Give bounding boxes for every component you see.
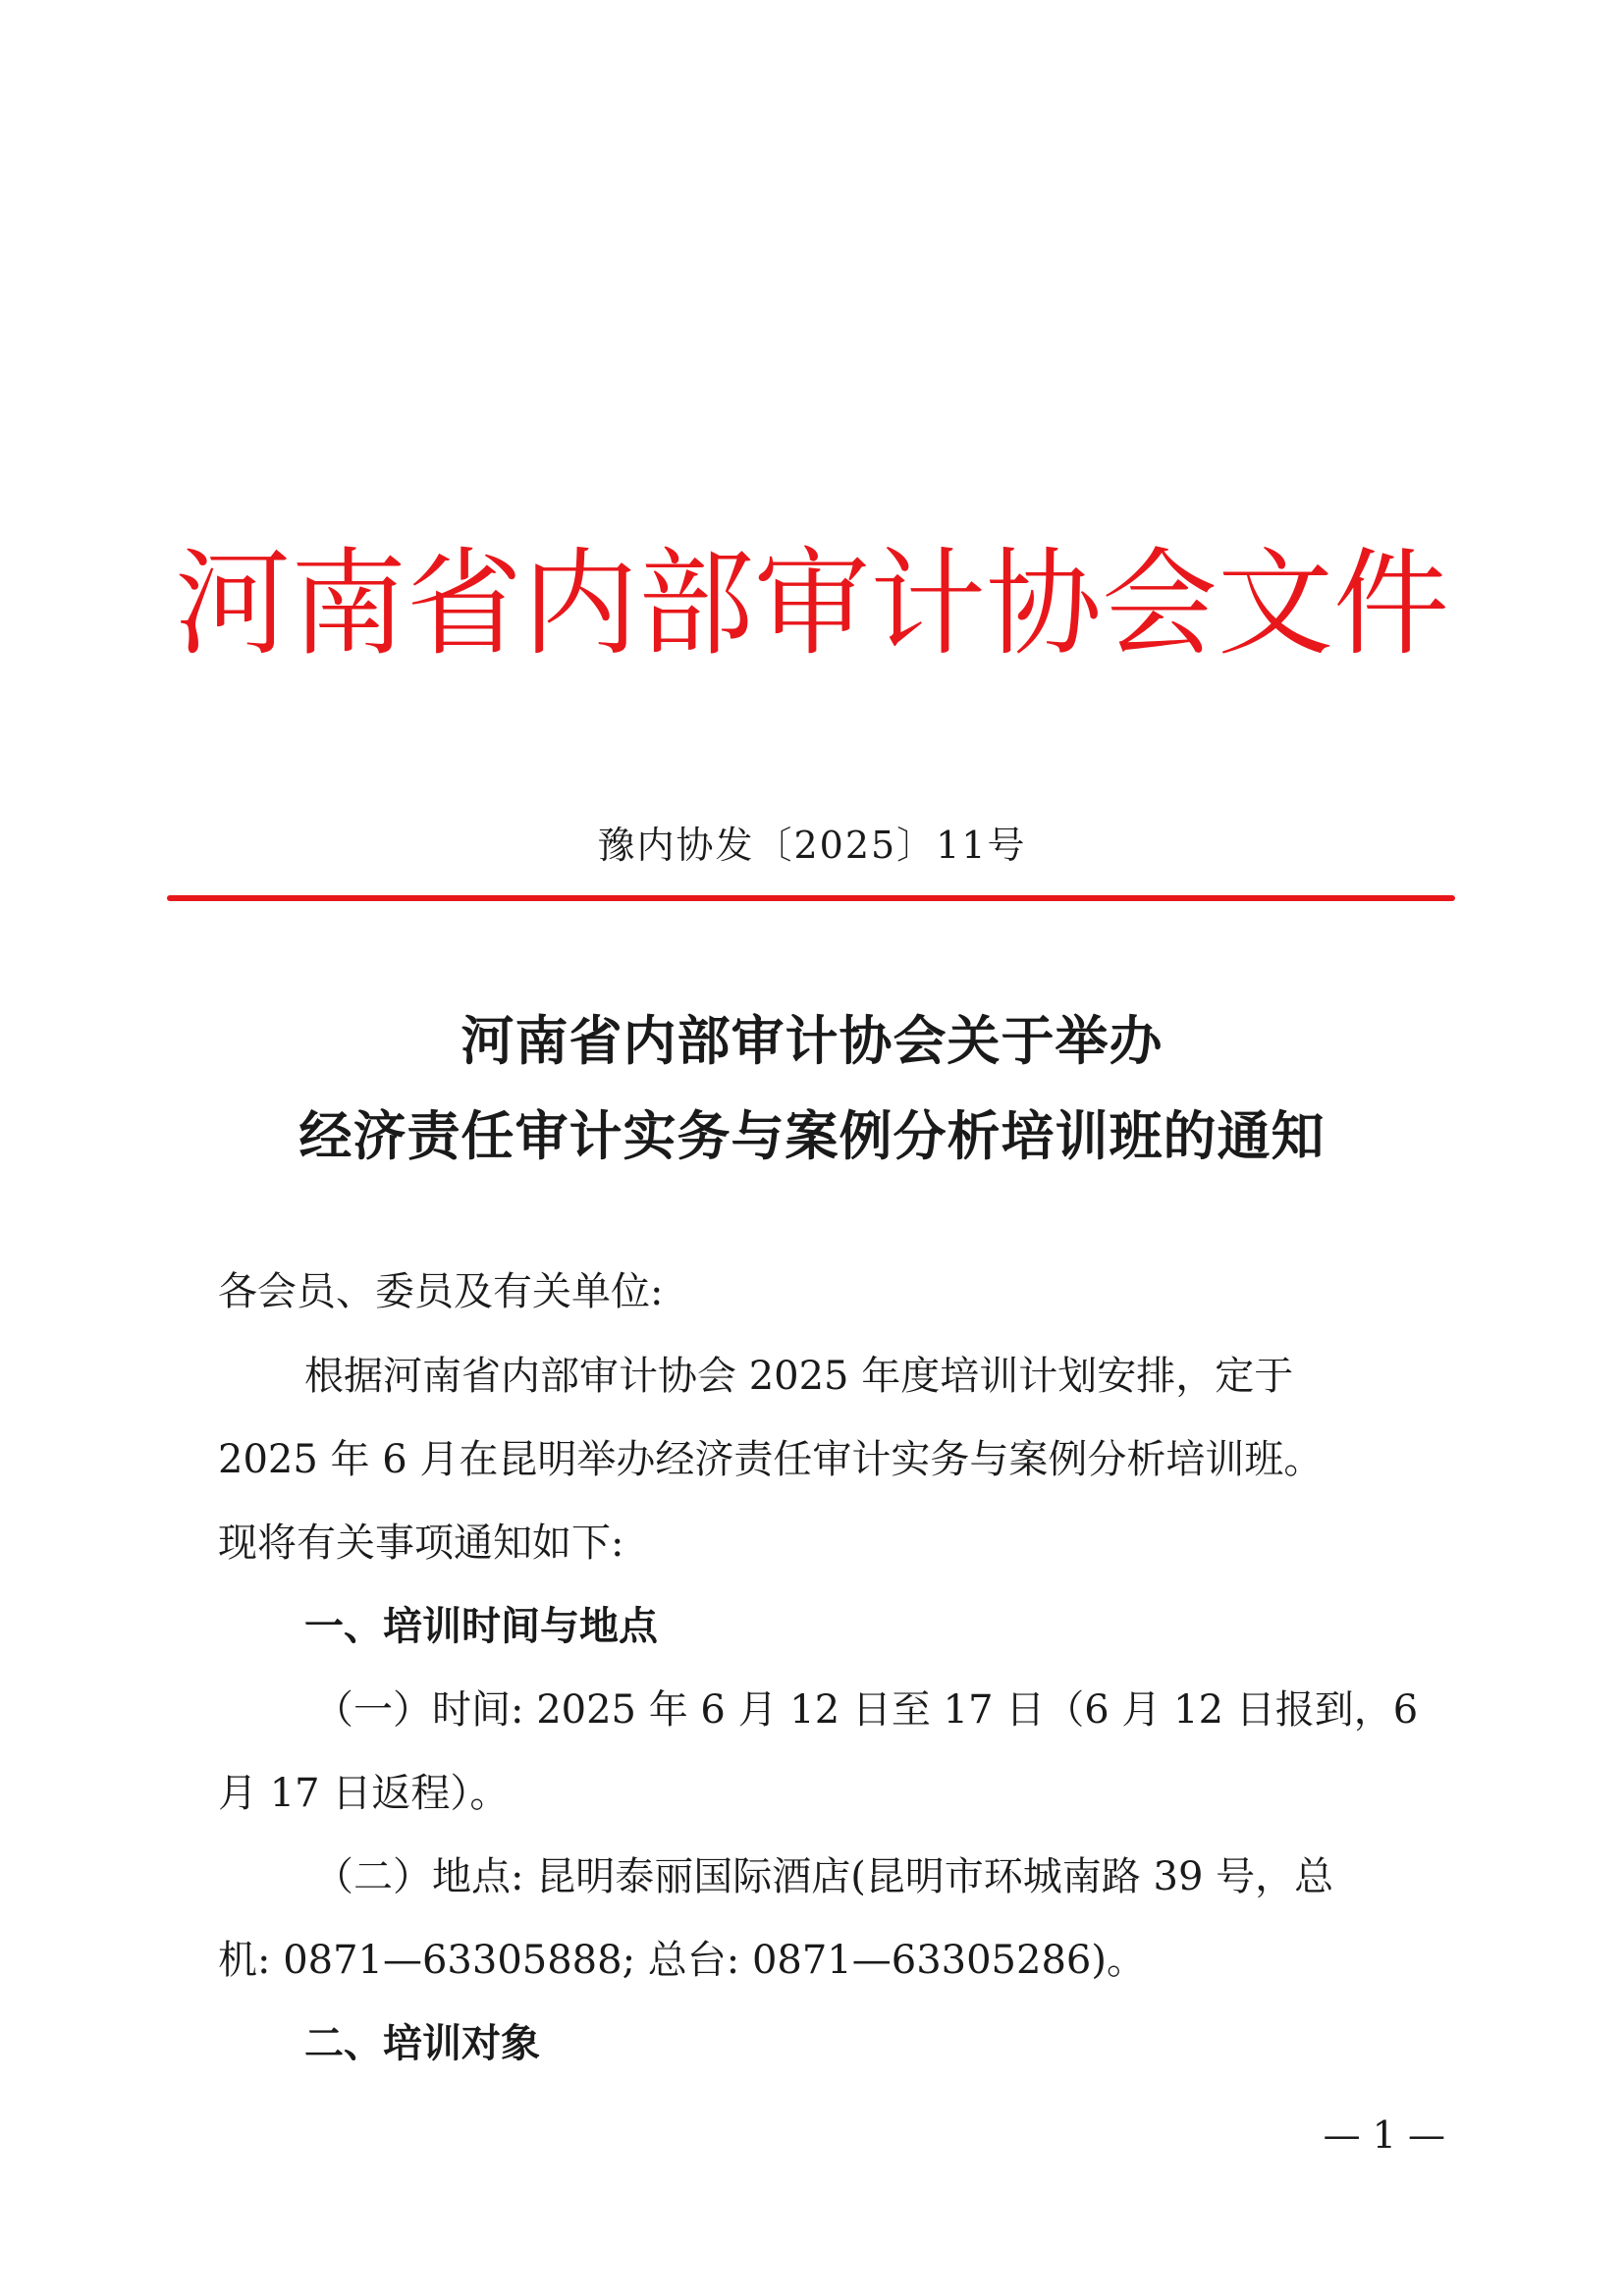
intro-line-3: 现将有关事项通知如下: bbox=[218, 1521, 624, 1566]
intro-line-1: 根据河南省内部审计协会 2025 年度培训计划安排，定于 bbox=[304, 1354, 1294, 1399]
document-title-line-2: 经济责任审计实务与案例分析培训班的通知 bbox=[298, 1104, 1326, 1167]
salutation: 各会员、委员及有关单位: bbox=[218, 1269, 664, 1314]
place-line-2: 机: 0871—63305888; 总台: 0871—63305286)。 bbox=[218, 1938, 1146, 1983]
intro-line-2: 2025 年 6 月在昆明举办经济责任审计实务与案例分析培训班。 bbox=[218, 1437, 1324, 1482]
time-line-2: 月 17 日返程）。 bbox=[218, 1771, 510, 1816]
section-1-heading: 一、培训时间与地点 bbox=[304, 1604, 658, 1649]
document-masthead: 河南省内部审计协会文件 bbox=[174, 536, 1449, 671]
page-number: — 1 — bbox=[1323, 2113, 1445, 2157]
document-number: 豫内协发〔2025〕11号 bbox=[597, 824, 1027, 867]
time-line-1: （一）时间: 2025 年 6 月 12 日至 17 日（6 月 12 日报到，6 bbox=[314, 1687, 1419, 1733]
place-line-1: （二）地点: 昆明泰丽国际酒店(昆明市环城南路 39 号，总 bbox=[314, 1854, 1334, 1899]
red-separator-rule bbox=[167, 895, 1455, 901]
section-2-heading: 二、培训对象 bbox=[304, 2021, 540, 2066]
document-title-line-1: 河南省内部审计协会关于举办 bbox=[460, 1009, 1164, 1072]
